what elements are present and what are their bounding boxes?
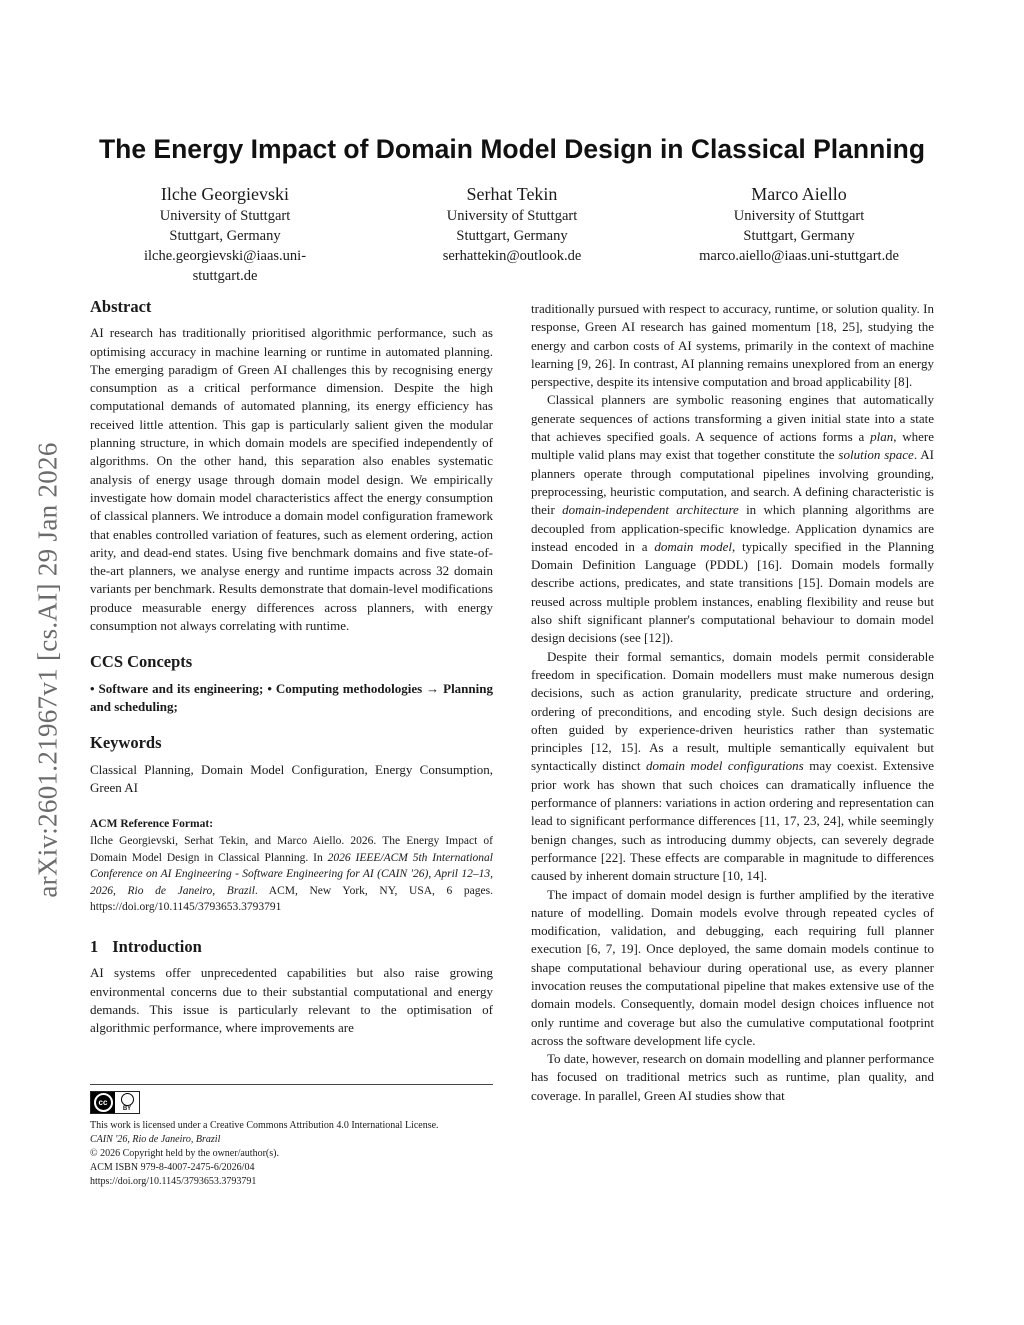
- license-text: This work is licensed under a Creative Commons Attribution 4.0 International License.: [90, 1120, 439, 1131]
- author-name: Ilche Georgievski: [160, 184, 290, 204]
- body-paragraph-4: The impact of domain model design is further amplified by the iterative nature of modelling. Domain models evolve through repeated cycles of modification, validation, and debugging, each requiring full planner execution [6, 7, 19]. Once deployed, the same domain models continue to shape computational behaviour during operational use, as every planner invocation reuses the computational pipeline that makes extensive use of the domain models. Consequently, domain model design choices influence not only runtime and coverage but also the cumulative computational footprint across the software development life cycle.: [531, 886, 934, 1048]
- keywords-heading: Keywords: [90, 733, 162, 753]
- author-affiliation: University of Stuttgart: [159, 208, 291, 224]
- introduction-heading: 1 Introduction: [90, 936, 202, 956]
- abstract-heading: Abstract: [90, 297, 152, 316]
- cc-by-badge: cc BY: [90, 1091, 140, 1114]
- license-footnote: [90, 1084, 493, 1189]
- ccs-heading: CCS Concepts: [90, 652, 193, 672]
- copyright-text: © 2026 Copyright held by the owner/author(s).: [90, 1148, 279, 1159]
- author-affiliation: University of Stuttgart: [446, 208, 578, 224]
- author-name: Marco Aiello: [751, 184, 847, 204]
- arxiv-identifier-text: arXiv:2601.21967v1 [cs.AI] 29 Jan 2026: [32, 442, 63, 898]
- author-1: [100, 182, 350, 286]
- author-name: Serhat Tekin: [466, 184, 558, 204]
- left-column: [90, 298, 493, 1037]
- attribution-icon: [121, 1093, 134, 1106]
- author-affiliation: University of Stuttgart: [733, 208, 865, 224]
- body-paragraph-2: Classical planners are symbolic reasoning engines that automatically generate sequences of actions transforming a given initial state into a state that achieves specified goals. A sequence of actions forms a plan, where multiple valid plans may exist that together constitute the solution space. AI planners operate through computational pipelines involving grounding, preprocessing, heuristic computation, and search. A defining characteristic is their domain-independent architecture in which planning algorithms are decoupled from application-specific knowledge. Application dynamics are instead encoded in a domain model, typically specified in the Planning Domain Definition Language (PDDL) [16]. Domain models formally describe actions, predicates, and state transitions [15]. Domain models are reused across multiple problem instances, enabling flexibility and reuse but also shift significant planner's computational behaviour to domain model design decisions (see [12]).: [531, 392, 934, 646]
- author-3: [674, 182, 924, 266]
- keywords-text: Classical Planning, Domain Model Configuration, Energy Consumption, Green AI: [90, 761, 493, 795]
- creative-commons-icon: cc: [94, 1093, 113, 1112]
- abstract-text: AI research has traditionally prioritised algorithmic performance, such as optimising accuracy in machine learning or runtime in automated planning. The emerging paradigm of Green AI challenges this by recognising energy consumption as a critical performance dimension. Despite the high computational demands of automated planning, its energy efficiency has received little attention. This gap is particularly salient given the modular planning structure, in which domain models are specified independently of algorithms. On the other hand, this separation also enables systematic analysis of energy usage through domain model design. We empirically investigate how domain model characteristics affect the energy consumption of classical planners. We introduce a domain model configuration framework that enables controlled variation of features, such as element ordering, action arity, and dead-end states. Using five benchmark domains and five state-of-the-art planners, we analyse energy and runtime impacts across 32 domain variants per benchmark. Results demonstrate that domain-level modifications produce measurable energy differences across planners, with energy consumption not always correlating with runtime.: [90, 325, 493, 634]
- isbn-text: ACM ISBN 979-8-4007-2475-6/2026/04: [90, 1162, 255, 1173]
- author-email: ilche.georgievski@iaas.uni-: [143, 248, 307, 264]
- body-paragraph-1: traditionally pursued with respect to accuracy, runtime, or solution quality. In response, Green AI research has gained momentum [18, 25], studying the energy and carbon costs of AI systems, primarily in the context of machine learning [9, 26]. In contrast, AI planning remains unexplored from an energy perspective, despite its intensive computation and broad applicability [8].: [531, 301, 934, 390]
- introduction-paragraph: AI systems offer unprecedented capabilities but also raise growing environmental concerns due to their substantial computational and energy demands. This issue is particularly relevant to the optimisation of algorithmic performance, where improvements are: [90, 965, 493, 1036]
- conference-text: CAIN '26, Rio de Janeiro, Brazil: [90, 1134, 221, 1145]
- acm-reference-heading: ACM Reference Format:: [90, 818, 214, 831]
- acm-reference-text: Ilche Georgievski, Serhat Tekin, and Marco Aiello. 2026. The Energy Impact of Domain Model Design in Classical Planning. In 2026 IEEE/ACM 5th International Conference on AI Engineering - Software Engineering for AI (CAIN '26), April 12–13, 2026, Rio de Janeiro, Brazil. ACM, New York, NY, USA, 6 pages. https://doi.org/10.1145/3793653.3793791: [90, 835, 493, 914]
- doi-text: https://doi.org/10.1145/3793653.3793791: [90, 1176, 257, 1187]
- author-email: marco.aiello@iaas.uni-stuttgart.de: [699, 248, 899, 264]
- author-location: Stuttgart, Germany: [169, 228, 281, 244]
- author-block: [90, 182, 934, 292]
- body-paragraph-5: To date, however, research on domain modelling and planner performance has focused on traditional metrics such as runtime, plan quality, and coverage. In parallel, Green AI studies show that: [531, 1051, 934, 1103]
- author-location: Stuttgart, Germany: [456, 228, 568, 244]
- arxiv-identifier: [28, 380, 68, 960]
- author-email: serhattekin@outlook.de: [442, 248, 582, 264]
- author-location: Stuttgart, Germany: [743, 228, 855, 244]
- paper-title: The Energy Impact of Domain Model Design in Classical Planning: [98, 134, 926, 164]
- author-email-cont: stuttgart.de: [192, 268, 258, 284]
- footnote-rule: [90, 1084, 493, 1085]
- author-2: [387, 182, 637, 266]
- right-column: [531, 300, 934, 1105]
- body-paragraph-3: Despite their formal semantics, domain models permit considerable freedom in specification. Domain modellers must make numerous design decisions, such as action granularity, predicate structure and ordering, ordering of preconditions, and encoding style. Such design decisions are often guided by experience-driven heuristics rather than systematic principles [12, 15]. As a result, multiple semantically equivalent but syntactically distinct domain model configurations may coexist. Extensive prior work has shown that such choices can dramatically influence the performance of planners: variations in action ordering and representation can lead to significant performance differences [11, 17, 23, 24], while seemingly benign changes, such as introducing dummy objects, can severely degrade performance [22]. These effects are comparable in magnitude to differences caused by inherent domain structure [10, 14].: [531, 648, 935, 884]
- ccs-concepts: • Software and its engineering; • Computing methodologies → Planning and scheduling;: [90, 680, 493, 714]
